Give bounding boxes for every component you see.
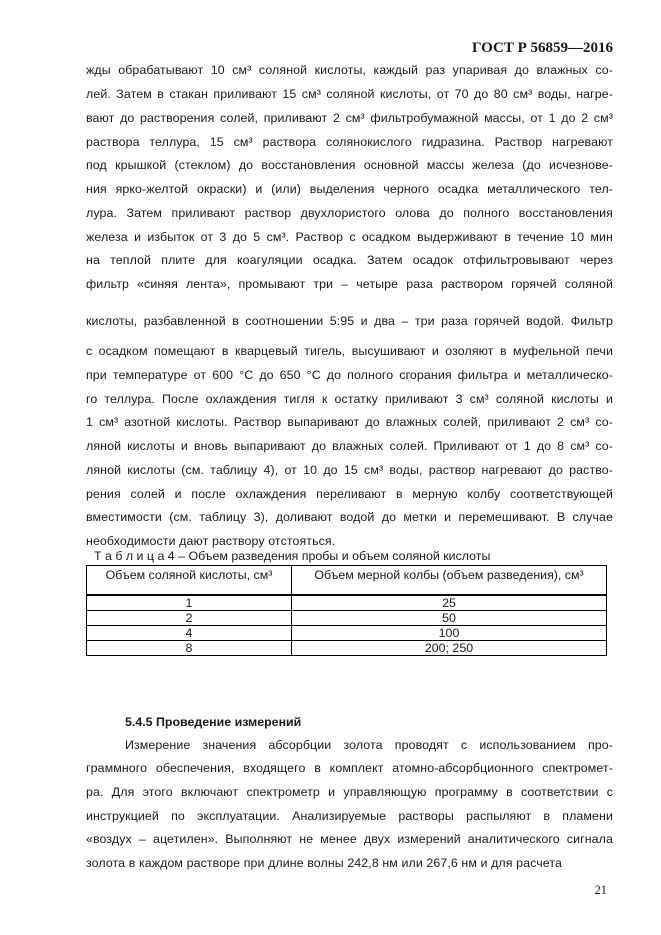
text-line: ния ярко-желтой окраски) и (или) выделения черного осадка металлического тел- xyxy=(86,182,613,196)
page-number: 21 xyxy=(594,883,607,897)
table-cell: 50 xyxy=(292,611,607,626)
text-line: го теллура. После охлаждения тигля к остатку приливают 3 см³ соляной кислоты и xyxy=(86,392,613,406)
text-line: при температуре от 600 °С до 650 °С до полного сгорания фильтра и металлическо- xyxy=(86,368,613,382)
text-line: 1 см³ азотной кислоты. Раствор выпаривают до влажных солей, приливают 2 см³ со- xyxy=(86,415,613,429)
table-cell: 8 xyxy=(87,641,292,656)
text-line: железа и избыток от 3 до 5 см³. Раствор с осадком выдерживают в течение 10 мин xyxy=(86,230,613,244)
table-row xyxy=(87,611,607,626)
text-line: инструкцией по эксплуатации. Анализируемые растворы распыляют в пламени xyxy=(86,809,613,823)
table-header-row xyxy=(87,566,607,596)
table-row xyxy=(87,641,607,656)
table-cell: 4 xyxy=(87,626,292,641)
table-cell: 1 xyxy=(87,595,292,611)
text-line: лура. Затем приливают раствор двухлористого олова до полного восстановления xyxy=(86,206,613,220)
text-line: с осадком помещают в кварцевый тигель, высушивают и озоляют в муфельной печи xyxy=(86,344,613,358)
section-heading: 5.4.5 Проведение измерений xyxy=(125,715,302,729)
text-line: граммного обеспечения, входящего в комплект атомно-абсорбционного спектромет- xyxy=(86,761,613,775)
table-cell: 100 xyxy=(292,626,607,641)
text-line: лей. Затем в стакан приливают 15 см³ соляной кислоты, от 70 до 80 см³ воды, нагре- xyxy=(86,87,613,101)
text-line: фильтр «синяя лента», промывают три – четыре раза раствором горячей соляной xyxy=(86,277,613,291)
table-cell: 2 xyxy=(87,611,292,626)
text-line: Измерение значения абсорбции золота проводят с использованием про- xyxy=(125,738,613,752)
table-cell: 25 xyxy=(292,595,607,611)
text-line: ра. Для этого включают спектрометр и управляющую программу в соответствии с xyxy=(86,785,613,799)
text-line: вместимости (см. таблицу 3), доливают водой до метки и перемешивают. В случае xyxy=(86,510,613,524)
document-header: ГОСТ Р 56859—2016 xyxy=(471,40,613,56)
text-line: на теплой плите для коагуляции осадка. Затем осадок отфильтровывают через xyxy=(86,253,613,267)
text-line: «воздух – ацетилен». Выполняют не менее двух измерений аналитического сигнала xyxy=(86,832,613,846)
text-line: раствора теллура, 15 см³ раствора солянокислого гидразина. Раствор нагревают xyxy=(86,135,613,149)
text-line: под крышкой (стеклом) до восстановления основной массы железа (до исчезнове- xyxy=(86,158,613,172)
data-table xyxy=(86,565,607,656)
text-line: необходимости дают раствору отстояться. xyxy=(86,534,336,548)
text-line: ляной кислоты и вновь выпаривают до влажных солей. Приливают от 1 до 8 см³ со- xyxy=(86,439,613,453)
text-line: рения солей и после охлаждения переливают в мерную колбу соответствующей xyxy=(86,487,613,501)
text-line: жды обрабатывают 10 см³ соляной кислоты, каждый раз упаривая до влажных со- xyxy=(86,63,613,77)
table-cell: 200; 250 xyxy=(292,641,607,656)
text-line: ляной кислоты (см. таблицу 4), от 10 до 15 см³ воды, раствор нагревают до раство- xyxy=(86,463,613,477)
text-line: кислоты, разбавленной в соотношении 5:95 и два – три раза горячей водой. Фильтр xyxy=(86,314,613,328)
table-header-hcl-volume: Объем соляной кислоты, см³ xyxy=(87,566,292,596)
table-caption: Т а б л и ц а 4 – Объем разведения пробы и объем соляной кислоты xyxy=(94,549,491,563)
text-line: золота в каждом растворе при длине волны 242,8 нм или 267,6 нм и для расчета xyxy=(86,856,563,870)
text-line: вают до растворения солей, приливают 2 см³ фильтробумажной массы, от 1 до 2 см³ xyxy=(86,111,613,125)
table-row xyxy=(87,595,607,611)
table-row xyxy=(87,626,607,641)
table-header-flask-volume: Объем мерной колбы (объем разведения), см³ xyxy=(292,566,607,596)
